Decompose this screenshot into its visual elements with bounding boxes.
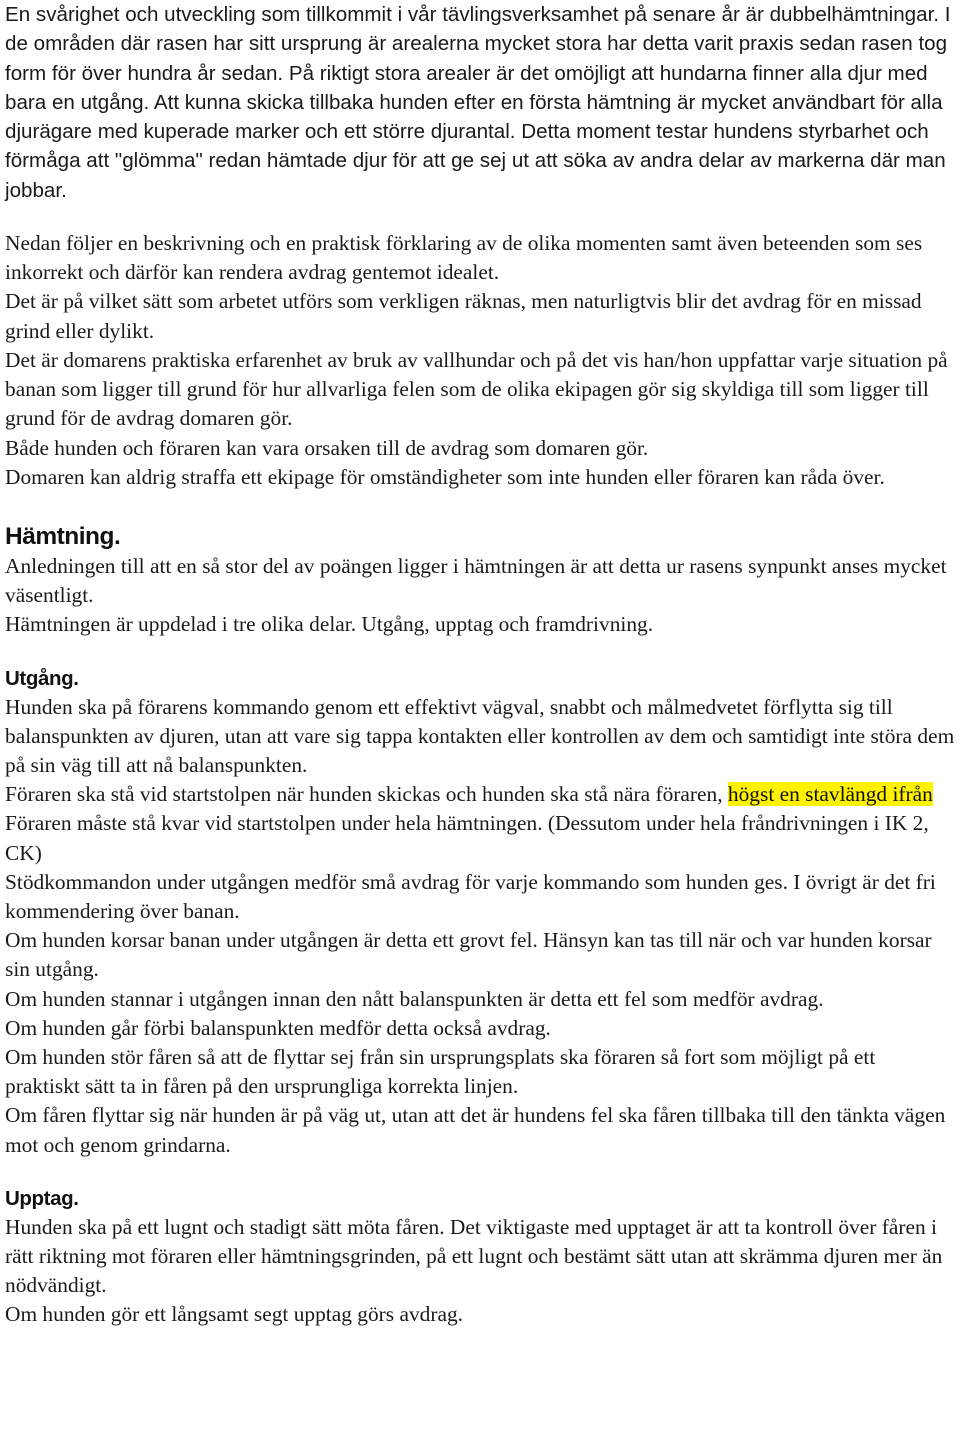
highlighted-text: högst en stavlängd ifrån (727, 782, 933, 807)
section-spacer (5, 1160, 955, 1184)
utgang-paragraph-6: Om hunden stannar i utgången innan den nått balanspunkten är detta ett fel som medför avdrag. (5, 986, 824, 1011)
utgang-paragraph-5: Om hunden korsar banan under utgången är detta ett grovt fel. Hänsyn kan tas till när och var hunden korsar sin utgång. (5, 928, 932, 982)
utgang-paragraph-3: Föraren måste stå kvar vid startstolpen under hela hämtningen. (Dessutom under hela fråndrivningen i IK 2, CK) (5, 811, 929, 865)
section-spacer (5, 492, 955, 516)
intro-paragraph: En svårighet och utveckling som tillkommit i vår tävlingsverksamhet på senare år är dubbelhämtningar. I de områden där rasen har sitt ursprung är arealerna mycket stora har detta varit praxis sedan rasen tog form för över hundra år sedan. På riktigt stora arealer är det omöjligt att hundarna finner alla djur med bara en utgång. Att kunna skicka tillbaka hunden efter en första hämtning är mycket användbart för alla djurägare med kuperade marker och ett större djurantal. Detta moment testar hundens styrbarhet och förmåga att "glömma" redan hämtade djur för att ge sej ut att söka av andra delar av markerna där man jobbar. (5, 3, 951, 202)
utgang-paragraph-4: Stödkommandon under utgången medför små avdrag för varje kommando som hunden ges. I övrigt är det fri kommendering över banan. (5, 869, 936, 923)
utgang-paragraph-9: Om fåren flyttar sig när hunden är på väg ut, utan att det är hundens fel ska fåren tillbaka till den tänkta vägen mot och genom grindarna. (5, 1103, 946, 1157)
utgang-paragraph-8: Om hunden stör fåren så att de flyttar sej från sin ursprungsplats ska föraren så fort som möjligt på ett praktiskt sätt ta in fåren på den ursprungliga korrekta linjen. (5, 1044, 876, 1099)
section-heading-hamtning: Hämtning. (5, 522, 121, 550)
general-paragraph-5: Domaren kan aldrig straffa ett ekipage för omständigheter som inte hunden eller föraren kan råda över. (5, 464, 885, 489)
section-heading-utgang: Utgång. (5, 666, 79, 690)
general-paragraph-4: Både hunden och föraren kan vara orsaken till de avdrag som domaren gör. (5, 435, 649, 460)
utgang-paragraph-1: Hunden ska på förarens kommando genom ett effektivt vägval, snabbt och målmedvetet förflytta sig till balanspunkten av djuren, utan att vare sig tappa kontakten eller kontrollen av dem och samtidigt inte störa dem på sin väg till att nå balanspunkten. (5, 694, 955, 777)
utgang-paragraph-2 (5, 780, 955, 809)
hamtning-paragraph-2: Hämtningen är uppdelad i tre olika delar. Utgång, upptag och framdrivning. (5, 612, 654, 637)
paragraph-spacer (5, 205, 955, 229)
utgang-paragraph-7: Om hunden går förbi balanspunkten medför detta också avdrag. (5, 1015, 551, 1040)
document-page (5, 0, 955, 1330)
general-paragraph-3: Det är domarens praktiska erfarenhet av bruk av vallhundar och på det vis han/hon uppfattar varje situation på banan som ligger till grund för hur allvarliga felen som de olika ekipagen gör sig skyldiga till som ligger till grund för de avdrag domaren gör. (5, 347, 948, 431)
upptag-paragraph-1: Hunden ska på ett lugnt och stadigt sätt möta fåren. Det viktigaste med upptaget är att ta kontroll över fåren i rätt riktning mot föraren eller hämtningsgrinden, på ett lugnt och bestämt sätt utan att skrämma djuren mer än nödvändigt. (5, 1214, 943, 1298)
section-heading-upptag: Upptag. (5, 1186, 79, 1210)
utgang-paragraph-2-text: Föraren ska stå vid startstolpen när hunden skickas och hunden ska stå nära föraren, (5, 782, 728, 807)
general-paragraph-2: Det är på vilket sätt som arbetet utförs som verkligen räknas, men naturligtvis blir det avdrag för en missad grind eller dylikt. (5, 289, 922, 343)
hamtning-paragraph-1: Anledningen till att en så stor del av poängen ligger i hämtningen är att detta ur rasens synpunkt anses mycket väsentligt. (5, 553, 947, 608)
upptag-paragraph-2: Om hunden gör ett långsamt segt upptag görs avdrag. (5, 1302, 464, 1327)
section-spacer (5, 640, 955, 664)
general-paragraph-1: Nedan följer en beskrivning och en praktisk förklaring av de olika momenten samt även beteenden som ses inkorrekt och därför kan rendera avdrag gentemot idealet. (5, 231, 923, 285)
